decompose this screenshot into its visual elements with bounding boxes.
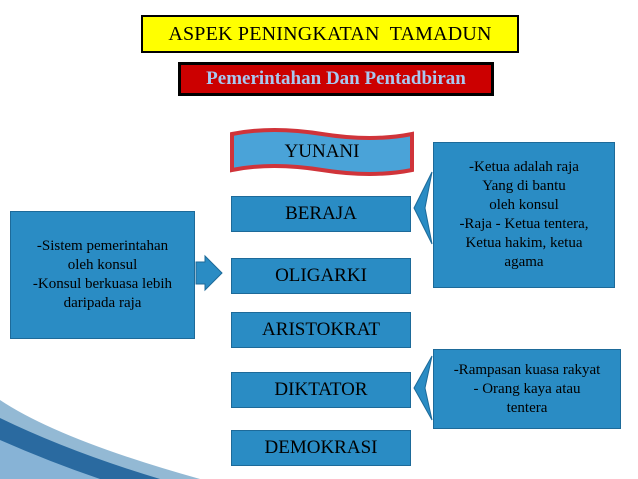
note-line: daripada raja: [63, 295, 142, 311]
note-line: -Raja - Ketua tentera,: [459, 216, 589, 232]
note-right-top: [433, 142, 615, 288]
node-yunani: [232, 134, 412, 170]
note-line: -Konsul berkuasa lebih: [32, 276, 173, 292]
note-line: -Sistem pemerintahan: [36, 238, 169, 254]
note-line: agama: [504, 254, 544, 270]
node-label: ARISTOKRAT: [262, 319, 380, 340]
node-label: YUNANI: [284, 141, 360, 162]
node-diktator: [231, 372, 411, 408]
note-line: Yang di bantu: [482, 178, 566, 194]
node-oligarki: [231, 258, 411, 294]
note-line: -Rampasan kuasa rakyat: [453, 361, 601, 378]
node-aristokrat: [231, 312, 411, 348]
note-left: [10, 211, 195, 339]
node-label: BERAJA: [285, 203, 357, 224]
note-line: oleh konsul: [67, 257, 138, 273]
note-line: tentera: [506, 399, 548, 416]
page-title: ASPEK PENINGKATAN TAMADUN: [168, 22, 492, 45]
node-beraja: [231, 196, 411, 232]
note-line: oleh konsul: [489, 197, 559, 213]
node-demokrasi: [231, 430, 411, 466]
note-right-bottom: [433, 349, 621, 429]
note-line: Ketua hakim, ketua: [465, 235, 583, 251]
node-label: DIKTATOR: [274, 379, 368, 400]
page-subtitle: Pemerintahan Dan Pentadbiran: [206, 68, 466, 89]
chevron-left-icon: [414, 356, 432, 420]
chevron-left-icon: [414, 172, 432, 244]
node-label: OLIGARKI: [275, 265, 367, 286]
note-line: - Orang kaya atau: [473, 380, 581, 397]
node-label: DEMOKRASI: [264, 437, 378, 458]
arrow-right-icon: [196, 256, 222, 290]
note-line: -Ketua adalah raja: [469, 159, 579, 175]
